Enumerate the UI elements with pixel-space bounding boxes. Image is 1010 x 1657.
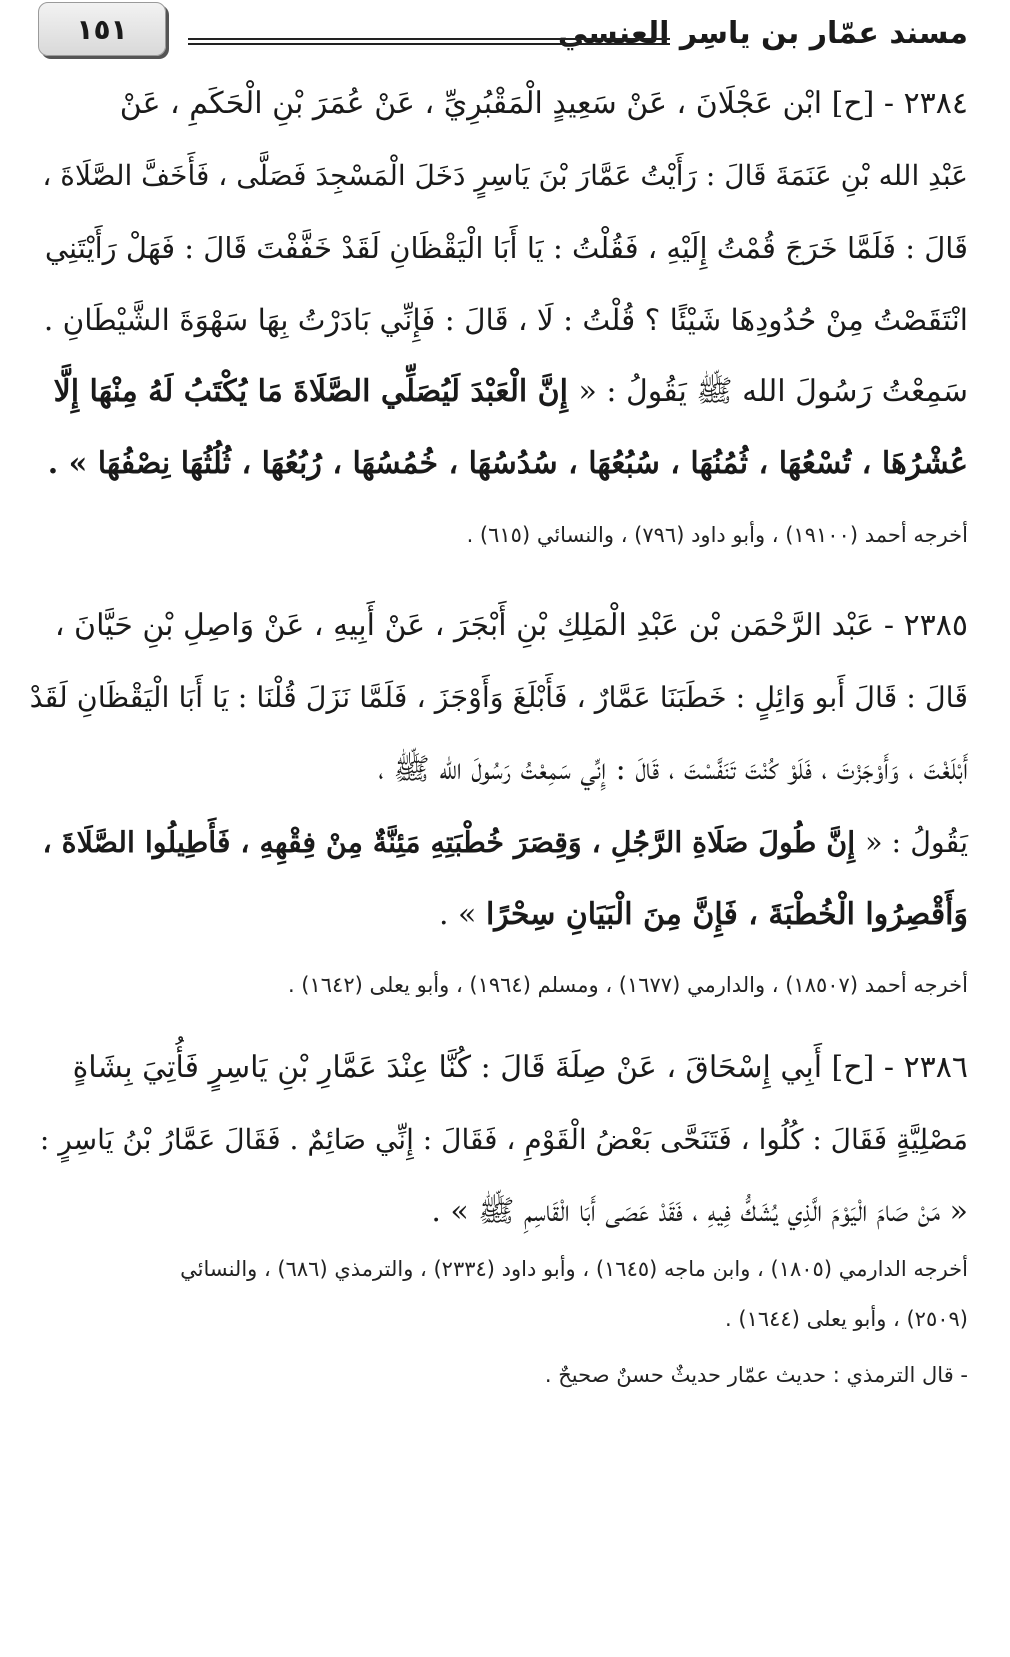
hadith-line: قَالَ : قَالَ أَبو وَائِلٍ : خَطَبَنَا عَمَّارٌ ، فَأَبْلَغَ وَأَوْجَزَ ، فَلَمَّا نَزَلَ قُلْنَا : يَا أَبَا الْيَقْظَانِ لَقَدْ	[29, 681, 968, 714]
hadith-line	[30, 879, 968, 951]
hadith-text: » .	[438, 897, 486, 932]
hadith-prophetic-line: عُشْرُهَا ، تُسْعُهَا ، ثُمُنُهَا ، سُبُعُهَا ، سُدُسُهَا ، خُمُسُهَا ، رُبُعُهَا ، ثُلُثُهَا نِصْفُهَا » .	[47, 446, 968, 481]
running-header-title: مسند عمّار بن ياسِر العنسي	[557, 16, 968, 51]
hadith-prophetic-text: إِنَّ الْعَبْدَ لَيُصَلِّي الصَّلَاةَ مَا يُكْتَبُ لَهُ مِنْهَا إِلَّا	[53, 374, 579, 409]
hadith-2385	[30, 590, 968, 951]
header-rule	[188, 38, 670, 45]
hadith-prophetic-text: إِنَّ طُولَ صَلَاةِ الرَّجُلِ ، وَقِصَرَ خُطْبَتِهِ مَئِنَّةٌ مِنْ فِقْهِهِ ، فَأَطِيلُوا الصَّلَاةَ ،	[42, 825, 866, 859]
takhrij-2386-continued: (٢٥٠٩) ، وأبو يعلى (١٦٤٤) .	[725, 1307, 968, 1331]
hadith-line: عَبْدِ الله بْنِ عَنَمَةَ قَالَ : رَأَيْتُ عَمَّارَ بْنَ يَاسِرٍ دَخَلَ الْمَسْجِدَ فَصَلَّى ، فَأَخَفَّ الصَّلَاةَ ،	[42, 159, 968, 192]
hadith-line	[30, 356, 968, 428]
tirmidhi-grading-note: - قال الترمذي : حديث عمّار حديثٌ حسنٌ صحيحٌ .	[544, 1363, 968, 1387]
hadith-prophetic-text: وَأَقْصِرُوا الْخُطْبَةَ ، فَإِنَّ مِنَ الْبَيَانِ سِحْرًا	[485, 897, 968, 932]
page-number: ١٥١	[38, 2, 166, 56]
hadith-line: مَصْلِيَّةٍ فَقَالَ : كُلُوا ، فَتَنَحَّى بَعْضُ الْقَوْمِ ، فَقَالَ : إِنِّي صَائِمٌ . فَقَالَ عَمَّارُ بْنُ يَاسِرٍ :	[39, 1123, 968, 1156]
hadith-line: ٢٣٨٤ - [ح] ابْن عَجْلَانَ ، عَنْ سَعِيدٍ الْمَقْبُرِيِّ ، عَنْ عُمَرَ بْنِ الْحَكَمِ ، عَنْ	[119, 86, 968, 121]
takhrij-2386: أخرجه الدارمي (١٨٠٥) ، وابن ماجه (١٦٤٥) ، وأبو داود (٢٣٣٤) ، والترمذي (٦٨٦) ، والنسائي	[180, 1257, 968, 1281]
takhrij-2384: أخرجه أحمد (١٩١٠٠) ، وأبو داود (٧٩٦) ، والنسائي (٦١٥) .	[466, 523, 968, 547]
hadith-text: سَمِعْتُ رَسُولَ الله ﷺ يَقُولُ : «	[578, 374, 968, 409]
hadith-line: انْتَقَصْتُ مِنْ حُدُودِهَا شَيْئًا ؟ قُلْتُ : لَا ، قَالَ : فَإِنِّي بَادَرْتُ بِهَا سَهْوَةَ الشَّيْطَانِ .	[43, 303, 968, 337]
hadith-2386	[30, 1032, 968, 1248]
hadith-line: قَالَ : فَلَمَّا خَرَجَ قُمْتُ إِلَيْهِ ، فَقُلْتُ : يَا أَبَا الْيَقْظَانِ لَقَدْ خَفَّفْتَ قَالَ : فَهَلْ رَأَيْتَنِي	[44, 231, 968, 265]
hadith-line	[30, 806, 968, 879]
hadith-line: ٢٣٨٦ - [ح] أَبِي إِسْحَاقَ ، عَنْ صِلَةَ قَالَ : كُنَّا عِنْدَ عَمَّارِ بْنِ يَاسِرٍ فَأُتِيَ بِشَاةٍ	[72, 1050, 968, 1085]
hadith-2384	[30, 68, 968, 500]
takhrij-2385: أخرجه أحمد (١٨٥٠٧) ، والدارمي (١٦٧٧) ، ومسلم (١٩٦٤) ، وأبو يعلى (١٦٤٢) .	[287, 973, 968, 997]
hadith-text: يَقُولُ : «	[865, 826, 968, 859]
hadith-line: ٢٣٨٥ - عَبْد الرَّحْمَن بْن عَبْدِ الْمَلِكِ بْنِ أَبْجَرَ ، عَنْ أَبِيهِ ، عَنْ وَاصِلِ بْنِ حَيَّانَ ،	[54, 608, 968, 643]
hadith-line: أَبْلَغْتَ ، وَأَوْجَزْتَ ، فَلَوْ كُنْتَ تَنَفَّسْتَ ، قَالَ : إِنِّي سَمِعْتُ رَسُولَ الله ﷺ ،	[378, 752, 968, 787]
hadith-line: « مَنْ صَامَ الْيَوْمَ الَّذِي يُشَكُّ فِيهِ ، فَقَدْ عَصَى أَبَا الْقَاسِمِ ﷺ » .	[431, 1194, 968, 1229]
